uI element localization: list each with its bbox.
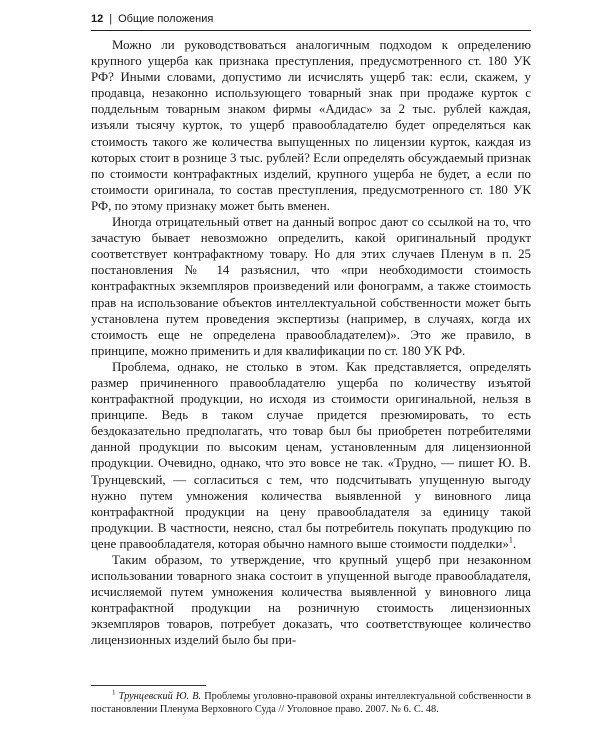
header-separator: | [109, 13, 113, 25]
main-text [91, 37, 531, 649]
paragraph-3: Проблема, однако, не столько в этом. Как представляется, определять размер причиненного правообладателю ущерба по количеству изъятой контрафактной продукции, но исходя из стоимости оригинальной, нельзя в принципе. Ведь в таком случае придется презюмировать, то есть бездоказательно предполагать, что товар был бы приобретен потребителями данной продукции по высоким ценам, установленным для лицензионной продукции. Очевидно, однако, что это вовсе не так. «Трудно, — пишет Ю. В. Трунцевский, — согласиться с тем, что подсчитывать упущенную выгоду нужно путем умножения количества выявленной у виновного лица контрафактной продукции на цену правообладателя за единицу такой продукции. В частности, неясно, стал бы потребитель покупать продукцию по цене правообладателя, которая обычно намного выше стоимости подделки»$^1$. [91, 359, 531, 551]
footnote-text: Проблемы уголовно-правовой охраны интеллектуальной собственности в постановлении Пленума Верховного Суда // Уголовное право. 2007. № 6. С. 48. [91, 691, 532, 716]
footnote-reference[interactable]: 1 [508, 535, 513, 545]
footnote [91, 690, 531, 716]
section-title: Общие положения [118, 13, 214, 25]
footnote-marker: 1 [112, 688, 116, 697]
footnote-divider [91, 685, 206, 686]
paragraph-3-text: Проблема, однако, не столько в этом. Как представляется, определять размер причиненного правообладателю ущерба по количеству изъятой контрафактной продукции, но исходя из стоимости оригинальной, нельзя в принципе. Ведь в таком случае придется презюмировать, то есть бездоказательно предполагать, что товар был бы приобретен потребителями данной продукции по высоким ценам, установленным для лицензионной продукции. Очевидно, однако, что это вовсе не так. «Трудно, — пишет Ю. В. Трунцевский, — согласиться с тем, что подсчитывать упущенную выгоду нужно путем умножения количества выявленной у виновного лица контрафактной продукции на цену правообладателя за единицу такой продукции. В частности, неясно, стал бы потребитель покупать продукцию по цене правообладателя, которая обычно намного выше стоимости подделки» [91, 359, 531, 551]
paragraph-1: Можно ли руководствоваться аналогичным подходом к определению крупного ущерба как признака преступления, предусмотренного ст. 180 УК РФ? Иными словами, допустимо ли исчислять ущерб так: если, скажем, у продавца, незаконно использующего товарный знак при продаже курток с поддельным товарным знаком фирмы «Адидас» за 2 тыс. рублей каждая, изъяли тысячу курток, то ущерб правообладателю будет определяться как стоимость такого же количества выпущенных по лицензии курток, каждая из которых стоит в рознице 3 тыс. рублей? Если определять обсуждаемый признак по стоимости контрафактных изделий, крупного ущерба не будет, а если по стоимости оригинала, то состав преступления, предусмотренного ст. 180 УК РФ, по этому признаку может быть вменен. [91, 38, 531, 213]
footnote-author: Трунцевский Ю. В. [118, 691, 202, 702]
page-number: 12 [91, 13, 104, 25]
running-header [91, 10, 531, 31]
paragraph-2: Иногда отрицательный ответ на данный вопрос дают со ссылкой на то, что зачастую бывает невозможно определить, какой оригинальный продукт соответствует контрафактному товару. Но для этих случаев Пленум в п. 25 постановления № 14 разъяснил, что «при необходимости стоимость контрафактных экземпляров произведений или фонограмм, а также стоимость прав на использование объектов интеллектуальной собственности может быть установлена путем проведения экспертизы (например, в случаях, когда их стоимость еще не определена правообладателем)». Это же правило, в принципе, можно применить и для квалификации по ст. 180 УК РФ. [91, 215, 531, 358]
paragraph-4: Таким образом, то утверждение, что крупный ущерб при незаконном использовании товарного знака состоит в упущенной выгоде правообладателя, исчисляемой путем умножения количества выявленной у виновного лица контрафактной продукции на розничную стоимость лицензионных экземпляров товаров, потребует доказать, что соответствующее количество лицензионных изделий было бы при- [91, 553, 531, 648]
